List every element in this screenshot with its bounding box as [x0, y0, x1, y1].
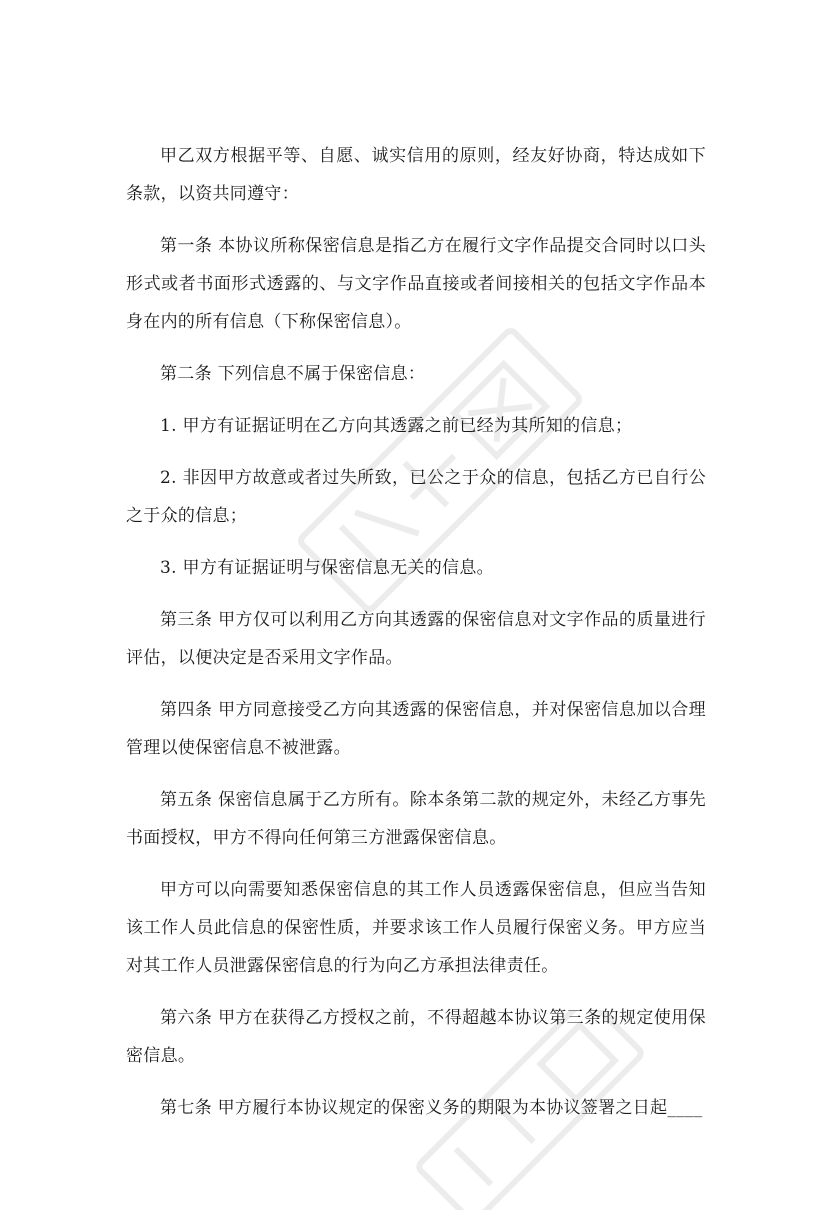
paragraph-article-7: 第七条 甲方履行本协议规定的保密义务的期限为本协议签署之日起____ — [160, 1098, 703, 1118]
paragraph-article-4: 第四条 甲方同意接受乙方向其透露的保密信息，并对保密信息加以合理管理以使保密信息不被泄露。 — [126, 700, 706, 758]
document-body — [126, 137, 706, 1127]
paragraph-intro: 甲乙双方根据平等、自愿、诚实信用的原则，经友好协商，特达成如下条款，以资共同遵守： — [126, 146, 706, 204]
list-item-2: 2. 非因甲方故意或者过失所致，已公之于众的信息，包括乙方已自行公之于众的信息； — [126, 468, 706, 526]
paragraph-article-3: 第三条 甲方仅可以利用乙方向其透露的保密信息对文字作品的质量进行评估，以便决定是否采用文字作品。 — [126, 610, 706, 668]
list-item-1: 1. 甲方有证据证明在乙方向其透露之前已经为其所知的信息； — [160, 416, 633, 436]
paragraph-article-1: 第一条 本协议所称保密信息是指乙方在履行文字作品提交合同时以口头形式或者书面形式透露的、与文字作品直接或者间接相关的包括文字作品本身在内的所有信息（下称保密信息）。 — [126, 236, 706, 332]
paragraph-article-5: 第五条 保密信息属于乙方所有。除本条第二款的规定外，未经乙方事先书面授权，甲方不得向任何第三方泄露保密信息。 — [126, 790, 706, 848]
list-item-3: 3. 甲方有证据证明与保密信息无关的信息。 — [160, 558, 494, 578]
paragraph-article-6: 第六条 甲方在获得乙方授权之前，不得超越本协议第三条的规定使用保密信息。 — [126, 1008, 706, 1066]
paragraph-article-5-clause-2: 甲方可以向需要知悉保密信息的其工作人员透露保密信息，但应当告知该工作人员此信息的保密性质，并要求该工作人员履行保密义务。甲方应当对其工作人员泄露保密信息的行为向乙方承担法律责任。 — [126, 880, 706, 976]
paragraph-article-2: 第二条 下列信息不属于保密信息： — [160, 364, 426, 384]
